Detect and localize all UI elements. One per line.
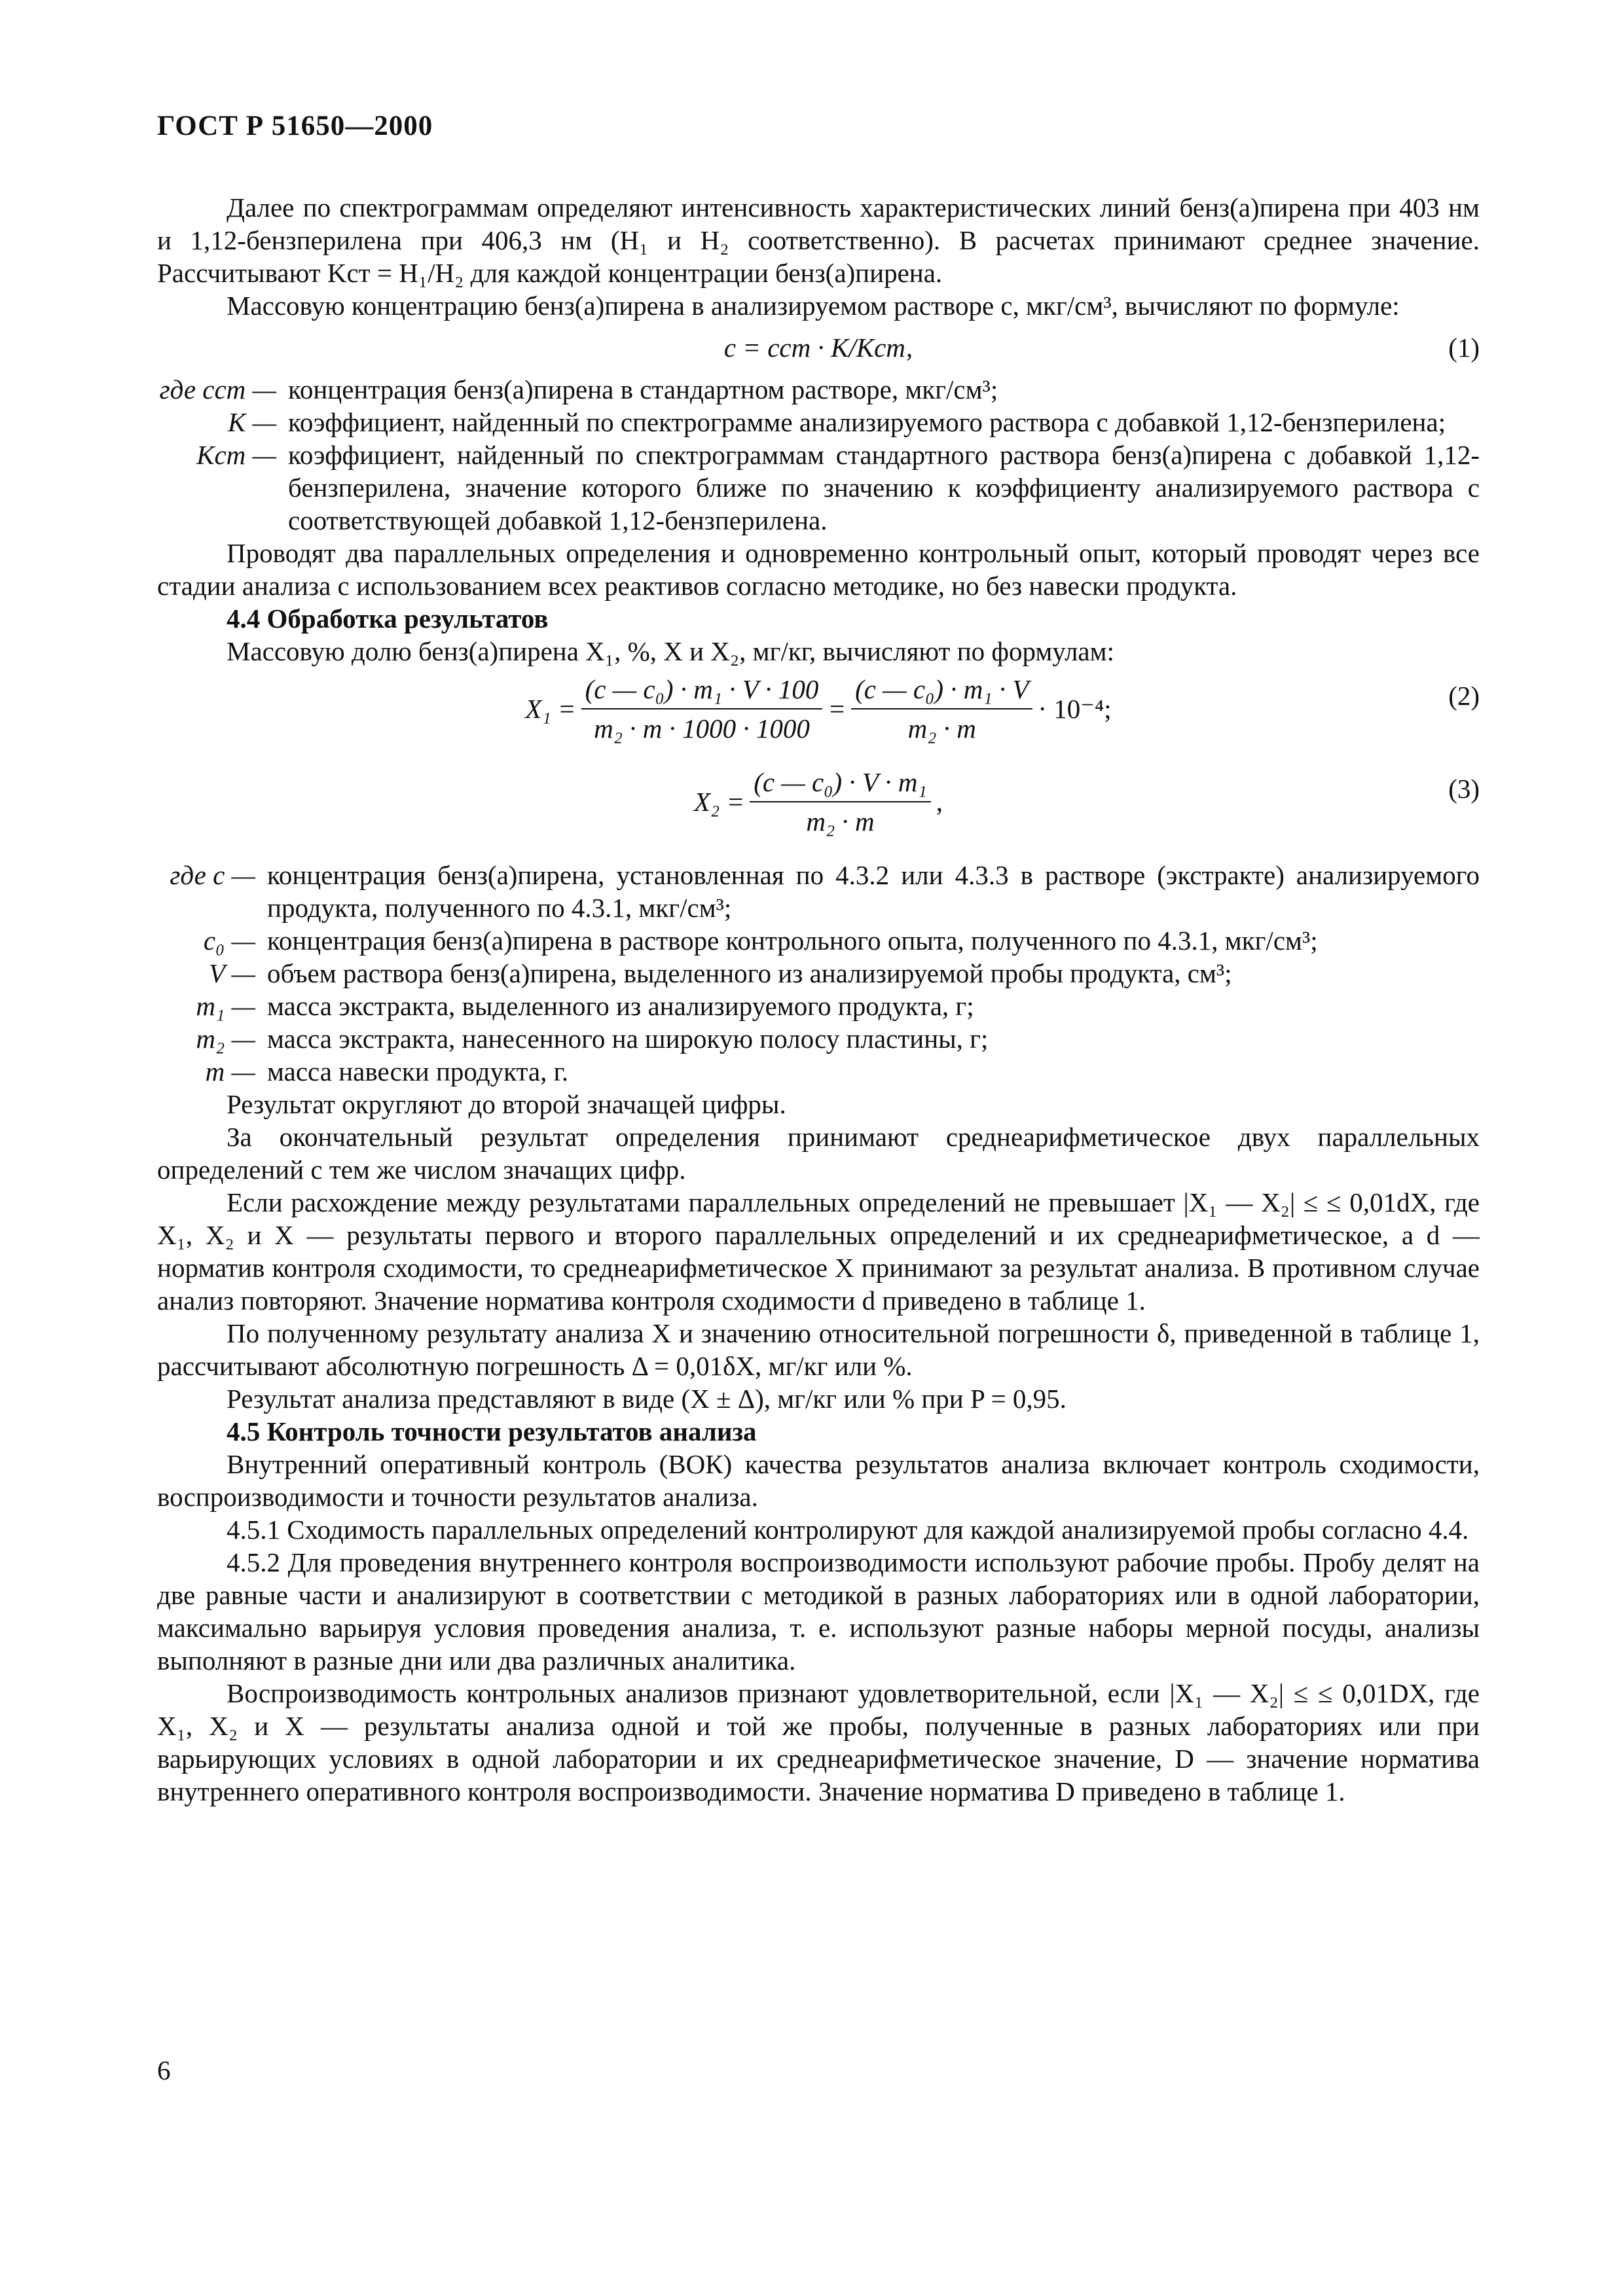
formula-2-fraction-2	[851, 673, 1032, 745]
formula-2-fraction-1	[581, 673, 823, 745]
fraction-denominator: m₂ · m	[806, 806, 875, 836]
formula-2-tail: · 10⁻⁴;	[1038, 694, 1112, 724]
paragraph: 4.5.1 Сходимость параллельных определений контролируют для каждой анализируемой пробы согласно 4.4.	[227, 1515, 1469, 1545]
definition-desc: коэффициент, найденный по спектрограммам стандартного раствора бенз(а)пирена с добавкой 1,12-бензперилена, значение которого ближе по значению к коэффициенту анализируемого раствора с соответствующей добавкой 1,12-бензперилена.	[288, 440, 1480, 535]
formula-3-fraction	[750, 766, 931, 838]
formula-1-text: c = cст · K/Kст,	[723, 332, 913, 363]
definition-desc: концентрация бенз(а)пирена в растворе контрольного опыта, полученного по 4.3.1, мкг/см³;	[267, 925, 1318, 956]
definition-term: K —	[227, 407, 276, 437]
definition-item	[157, 990, 1480, 1022]
formula-2-lhs: X₁ =	[525, 694, 576, 724]
definition-item	[157, 439, 1480, 537]
definition-item	[157, 924, 1480, 957]
paragraph: Результат округляют до второй значащей цифры.	[227, 1089, 786, 1119]
section-heading: 4.4 Обработка результатов	[227, 603, 549, 634]
formula-3-lhs: X₂ =	[693, 787, 745, 817]
paragraph: Проводят два параллельных определения и одновременно контрольный опыт, который проводят через все стадии анализа с использованием всех реактивов согласно методике, но без навески продукта.	[157, 538, 1480, 601]
fraction-denominator: m₂ · m · 1000 · 1000	[594, 713, 810, 744]
definition-item	[157, 957, 1480, 990]
formula-2-number: (2)	[1448, 681, 1480, 711]
definition-item	[157, 406, 1480, 439]
paragraph: Если расхождение между результатами параллельных определений не превышает |X₁ — X₂| ≤ ≤ 0,01dX, где X₁, X₂ и X — результаты первого и второго параллельных определений и их среднеарифметическое, а d — норматив контроля сходимости, то среднеарифметическое X принимают за результат анализа. В противном случае анализ повторяют. Значение норматива контроля сходимости d приведено в таблице 1.	[157, 1187, 1480, 1316]
definitions-1	[157, 373, 1480, 537]
formula-1-number: (1)	[1448, 332, 1480, 363]
formula-3	[157, 766, 1480, 844]
paragraph: Внутренний оперативный контроль (ВОК) качества результатов анализа включает контроль сходимости, воспроизводимости и точности результатов анализа.	[157, 1449, 1480, 1512]
definition-term: V —	[208, 958, 255, 988]
page-number: 6	[157, 2055, 171, 2085]
section-heading: 4.5 Контроль точности результатов анализа	[227, 1416, 757, 1446]
definition-term: где cст —	[159, 374, 276, 404]
definition-desc: масса навески продукта, г.	[267, 1056, 569, 1086]
definition-term: где c —	[170, 860, 255, 890]
definition-term: c₀ —	[203, 925, 255, 956]
definition-term: m₁ —	[196, 991, 255, 1021]
definition-desc: масса экстракта, выделенного из анализируемого продукта, г;	[267, 991, 974, 1021]
paragraph: За окончательный результат определения принимают среднеарифметическое двух параллельных определений с тем же числом значащих цифр.	[157, 1122, 1480, 1185]
formula-3-tail: ,	[936, 787, 943, 817]
definition-item	[157, 859, 1480, 924]
definition-term: Kст —	[196, 440, 276, 470]
definition-desc: концентрация бенз(а)пирена, установленная по 4.3.2 или 4.3.3 в растворе (экстракте) анализируемого продукта, полученного по 4.3.1, мкг/см³;	[267, 860, 1480, 923]
formula-2	[157, 673, 1480, 751]
formula-2-equals: =	[828, 694, 847, 724]
paragraph: Воспроизводимость контрольных анализов признают удовлетворительной, если |X₁ — X₂| ≤ ≤ 0,01DX, где X₁, X₂ и X — результаты анализа одной и той же пробы, полученные в разных лабораториях или при варьирующих условиях в одной лаборатории и их среднеарифметическое значение, D — значение норматива внутреннего оперативного контроля воспроизводимости. Значение норматива D приведено в таблице 1.	[157, 1678, 1480, 1806]
document-header: ГОСТ Р 51650—2000	[157, 111, 433, 141]
definition-item	[157, 373, 1480, 406]
formula-2-body	[157, 673, 1480, 745]
paragraph: Массовую концентрацию бенз(а)пирена в анализируемом растворе с, мкг/см³, вычисляют по формуле:	[227, 291, 1400, 321]
definition-item	[157, 1055, 1480, 1088]
paragraph: Результат анализа представляют в виде (X ± Δ), мг/кг или % при P = 0,95.	[227, 1384, 1067, 1414]
definition-term: m₂ —	[196, 1024, 255, 1054]
paragraph: 4.5.2 Для проведения внутреннего контроля воспроизводимости используют рабочие пробы. Пробу делят на две равные части и анализируют в соответствии с методикой в разных лабораториях или в одной лаборатории, максимально варьируя условия проведения анализа, т. е. используют разные наборы мерной посуды, анализы выполняют в разные дни или два различных аналитика.	[157, 1547, 1480, 1676]
fraction-numerator: (c — c₀) · V · m₁	[750, 766, 931, 802]
formula-1	[157, 331, 1480, 369]
paragraph: По полученному результату анализа X и значению относительной погрешности δ, приведенной в таблице 1, рассчитывают абсолютную погрешность Δ = 0,01δX, мг/кг или %.	[157, 1318, 1480, 1381]
definition-desc: объем раствора бенз(а)пирена, выделенного из анализируемой пробы продукта, см³;	[267, 958, 1232, 988]
fraction-denominator: m₂ · m	[907, 713, 976, 744]
definition-item	[157, 1022, 1480, 1055]
fraction-numerator: (c — c₀) · m₁ · V · 100	[581, 673, 823, 709]
fraction-numerator: (c — c₀) · m₁ · V	[851, 673, 1032, 709]
definition-desc: масса экстракта, нанесенного на широкую полосу пластины, г;	[267, 1024, 989, 1054]
formula-3-number: (3)	[1448, 774, 1480, 804]
definitions-2	[157, 859, 1480, 1088]
definition-desc: коэффициент, найденный по спектрограмме анализируемого раствора с добавкой 1,12-бензперилена;	[288, 407, 1446, 437]
definition-term: m —	[205, 1056, 255, 1086]
definition-desc: концентрация бенз(а)пирена в стандартном растворе, мкг/см³;	[288, 374, 998, 404]
body-top	[157, 191, 1480, 1808]
formula-3-body	[157, 766, 1480, 838]
paragraph: Далее по спектрограммам определяют интенсивность характеристических линий бенз(а)пирена при 403 нм и 1,12-бензперилена при 406,3 нм (H₁ и H₂ соответственно). В расчетах принимают среднее значение. Рассчитывают Kст = H₁/H₂ для каждой концентрации бенз(а)пирена.	[157, 192, 1480, 288]
paragraph: Массовую долю бенз(а)пирена X₁, %, X и X₂, мг/кг, вычисляют по формулам:	[227, 636, 1114, 666]
